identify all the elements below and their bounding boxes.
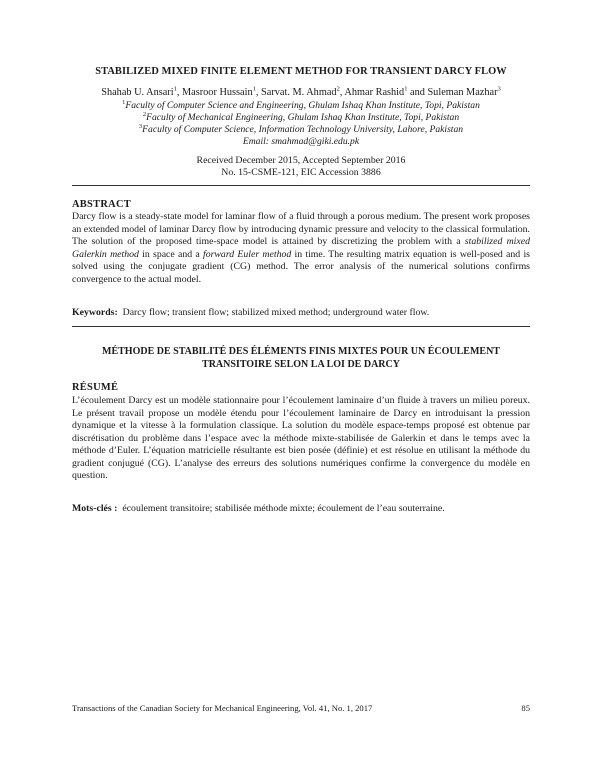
author-affiliation-mark: 3	[497, 85, 501, 93]
author-affiliation-mark: 1	[173, 85, 177, 93]
author-name: Sarvat. M. Ahmad	[261, 87, 337, 98]
author-affiliation-mark: 2	[336, 85, 340, 93]
affiliation-2: $^2$Faculty of Mechanical Engineering, Ghulam Ishaq Khan Institute, Topi, Pakistan	[142, 110, 460, 123]
french-title: MÉTHODE DE STABILITÉ DES ÉLÉMENTS FINIS MIXTES POUR UN ÉCOULEMENT TRANSITOIRE SELON LA LOI DE DARCY	[102, 346, 500, 370]
mots-cles: Mots-clés : écoulement transitoire; stabilisée méthode mixte; écoulement de l’eau souterraine.	[72, 503, 445, 514]
abstract-heading: ABSTRACT	[72, 199, 131, 210]
page-footer	[72, 703, 530, 713]
author-name: Masroor Hussain	[182, 87, 253, 98]
affiliation-1: $^1$Faculty of Computer Science and Engineering, Ghulam Ishaq Khan Institute, Topi, Pakistan	[122, 98, 480, 111]
section-divider	[72, 185, 530, 186]
author-email: Email: smahmad@giki.edu.pk	[242, 136, 360, 147]
author-affiliation-mark: 1	[404, 85, 408, 93]
affiliation-3: $^3$Faculty of Computer Science, Information Technology University, Lahore, Pakistan	[138, 122, 464, 135]
accession-number: No. 15-CSME-121, EIC Accession 3886	[221, 167, 381, 178]
paper-title: STABILIZED MIXED FINITE ELEMENT METHOD FOR TRANSIENT DARCY FLOW	[95, 66, 507, 77]
resume-text: L’écoulement Darcy est un modèle stationnaire pour l’écoulement laminaire d’un fluide à travers un milieu poreux. Le présent travail propose un modèle étendu pour l’écoulement laminaire de Darcy en introduisant la pression dynamique et la vitesse à la formulation classique. La solution du modèle espace-temps proposé est obtenue par discrétisation du problème dans l’espace avec la méthode mixte-stabilisée de Galerkin et dans le temps avec la méthode d’Euler. L’équation matricielle résultante est bien posée (définie) et est résolue en utilisant la méthode du gradient conjugué (CG). L’analyse des erreurs des solutions numériques confirme la convergence du modèle en question.	[72, 395, 530, 481]
author-name: Shahab U. Ansari	[101, 87, 174, 98]
received-dates: Received December 2015, Accepted September 2016	[196, 155, 406, 166]
abstract-text: Darcy flow is a steady-state model for laminar flow of a fluid through a porous medium. The present work proposes an extended model of laminar Darcy flow by introducing dynamic pressure and velocity to the classical formulation. The solution of the proposed time-space model is attained by discretizing the problem with a stabilized mixed Galerkin method in space and a forward Euler method in time. The resulting matrix equation is well-posed and is solved using the conjugate gradient (CG) method. The error analysis of the numerical solutions confirms convergence to the actual model.	[72, 211, 530, 285]
keywords: Keywords: Darcy flow; transient flow; stabilized mixed method; underground water flow.	[72, 307, 430, 318]
page-number: 85	[521, 703, 530, 713]
journal-citation: Transactions of the Canadian Society for Mechanical Engineering, Vol. 41, No. 1, 2017	[72, 703, 373, 713]
resume-heading: RÉSUMÉ	[72, 382, 119, 393]
section-divider	[72, 326, 530, 327]
author-name: Ahmar Rashid	[344, 87, 405, 98]
author-name: Suleman Mazhar	[427, 87, 498, 98]
author-list: Shahab U. Ansari$^1$, Masroor Hussain$^1$, Sarvat. M. Ahmad$^2$, Ahmar Rashid$^1$ and Suleman Mazhar$^3$	[101, 85, 501, 98]
author-affiliation-mark: 1	[252, 85, 256, 93]
